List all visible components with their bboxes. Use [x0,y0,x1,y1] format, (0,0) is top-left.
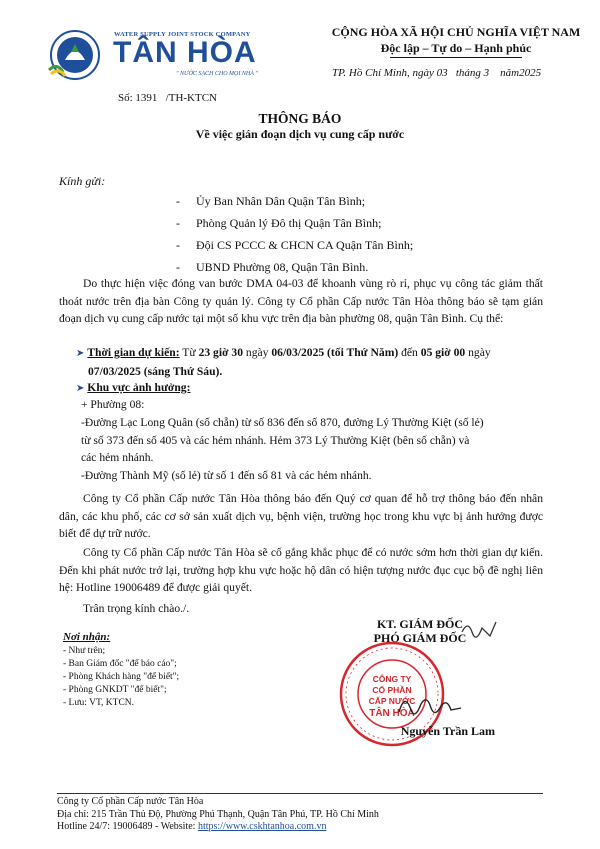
time-label: Thời gian dự kiến: [87,346,180,359]
document-subtitle: Về việc gián đoạn dịch vụ cung cấp nước [195,127,405,141]
signature-position: PHÓ GIÁM ĐỐC [373,631,467,645]
signature-title: KT. GIÁM ĐỐC [376,617,464,631]
footer-company: Công ty Cổ phần Cấp nước Tân Hòa [57,796,204,807]
svg-text:TÂN HÒA: TÂN HÒA [369,708,415,719]
ward-label: + Phường 08: [81,398,145,411]
recipient-item: - UBND Phường 08, Quận Tân Bình. [176,260,369,274]
area-section [76,379,546,398]
street-line: -Đường Thành Mỹ (số lẻ) từ số 1 đến số 81 và các hẻm nhánh. [81,468,372,482]
footer-recipient-item: - Lưu: VT, KTCN. [63,698,135,708]
area-label: Khu vực ảnh hưởng: [87,381,191,394]
svg-text:CẤP NƯỚC: CẤP NƯỚC [368,696,416,706]
svg-text:CÔNG TY: CÔNG TY [372,674,412,684]
intro-paragraph: Do thực hiện việc đóng van bước DMA 04-03 để khoanh vùng rò rỉ, phục vụ công tác giảm thất thoát nước trên địa bàn Công ty quản lý. Công ty Cổ phần Cấp nước Tân Hòa thông báo sẽ tạm gián đoạn dịch vụ cung cấp nước tại một số khu vực trên địa bàn phường 08, quận Tân Bình. Cụ thể: [59,277,543,325]
handwritten-signature [395,688,465,729]
national-motto: Độc lập – Tự do – Hạnh phúc [380,41,532,55]
initial-mark [460,618,500,645]
arrow-bullet-icon: ➤ [76,383,85,394]
time-section: ➤ Thời gian dự kiến: Từ 23 giờ 30 ngày 06/03/2025 (tối Thứ Năm) đến 05 giờ 00 ngày 07/03/2025 (sáng Thứ Sáu). [76,346,491,378]
footer-address: Địa chỉ: 215 Trần Thủ Độ, Phường Phú Thạnh, Quận Tân Phú, TP. Hồ Chí Minh [57,808,379,820]
footer-recipient-item: - Ban Giám đốc "để báo cáo"; [63,659,177,669]
recipients-label: Kính gửi: [59,174,106,188]
recipients-footer-list [63,645,179,710]
signer-name: Nguyễn Trần Lam [400,724,495,738]
company-english-name: WATER SUPPLY JOINT STOCK COMPANY [114,31,251,38]
footer-recipient-item: - Phòng GNKDT "để biết"; [63,685,167,695]
document-number: Số: 1391 /TH-KTCN [118,92,217,104]
company-brand-name: TÂN HÒA [113,36,257,69]
arrow-bullet-icon: ➤ [76,348,85,359]
svg-text:CỔ PHẦN: CỔ PHẦN [372,685,412,695]
contact-paragraph: Công ty Cổ phần Cấp nước Tân Hòa sẽ cố gắng khắc phục để có nước sớm hơn thời gian dự kiến. Đến khi phát nước trở lại, trường hợp khu vực hoặc hộ dân có hiện tượng nước đục cục bộ đề nghị liên hệ: Hotline 19006489 để được giải quyết. [59,546,543,594]
affected-streets [81,414,551,484]
footer-divider [57,793,543,794]
street-line: các hẻm nhánh. [81,451,154,464]
company-logo [43,30,108,81]
recipient-item: - Phòng Quản lý Đô thị Quận Tân Bình; [176,216,382,230]
country-name: CỘNG HÒA XÃ HỘI CHỦ NGHĨA VIỆT NAM [331,25,581,39]
issue-date: TP. Hồ Chí Minh, ngày 03 tháng 3 năm2025 [332,67,542,79]
footer-recipient-item: - Phòng Khách hàng "để biết"; [63,672,180,682]
footer-recipient-item: - Như trên; [63,646,106,656]
street-line: từ số 373 đến số 405 và các hẻm nhánh. Hẻm 373 Lý Thường Kiệt (bên số chẵn) và [81,433,470,447]
website-link[interactable]: https://www.cskhtanhoa.com.vn [197,821,327,832]
page-footer [57,796,379,834]
document-title: THÔNG BÁO [258,111,342,126]
footer-contact: Hotline 24/7: 19006489 - Website: https://www.cskhtanhoa.com.vn [57,821,327,832]
notice-paragraph: Công ty Cổ phần Cấp nước Tân Hòa thông báo đến Quý cơ quan để hỗ trợ thông báo đến nhân dân, các khu phố, các cơ sở sản xuất dịch vụ, bệnh viện, trường học trong khu vực bị ảnh hưởng được biết để dự trữ nước. [59,492,543,540]
recipient-item: - Ủy Ban Nhân Dân Quận Tân Bình; [176,194,366,208]
recipient-item: - Đội CS PCCC & CHCN CA Quận Tân Bình; [176,238,414,252]
recipients-list [176,190,413,278]
closing-line: Trân trọng kính chào./. [83,602,190,615]
company-slogan: " NƯỚC SẠCH CHO MỌI NHÀ " [176,71,258,77]
street-line: -Đường Lạc Long Quân (số chẵn) từ số 836 đến số 870, đường Lý Thường Kiệt (số lẻ) [81,416,484,429]
motto-underline [390,57,522,58]
recipients-footer-label: Nơi nhận: [63,631,111,643]
